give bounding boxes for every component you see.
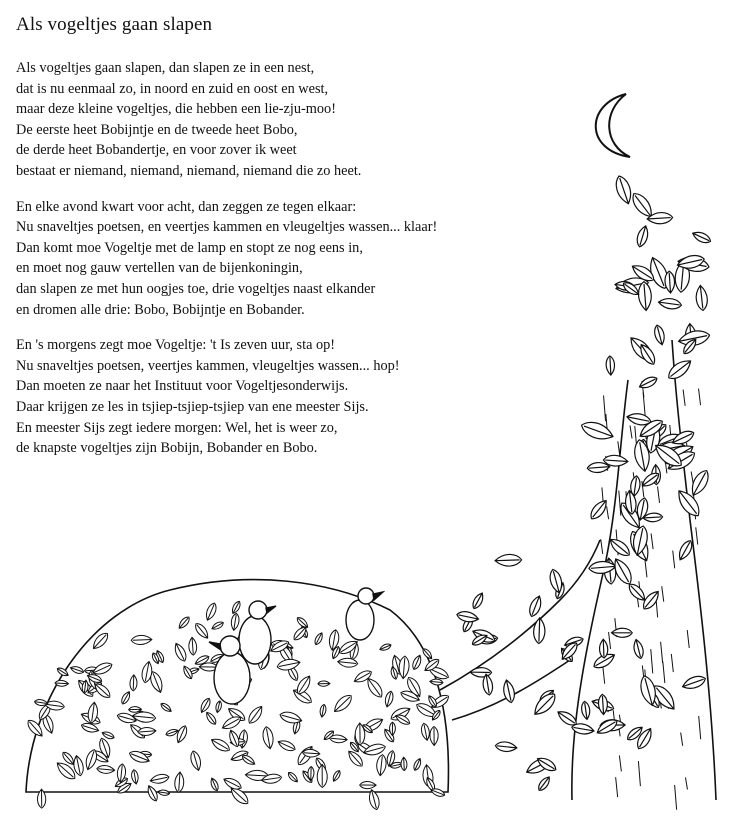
leaf-icon bbox=[665, 356, 694, 382]
leaf-icon bbox=[613, 174, 635, 206]
hatch-stroke bbox=[687, 630, 689, 648]
leaf-icon bbox=[691, 229, 712, 245]
poem-line: En elke avond kwart voor acht, dan zeggen ze tegen elkaar: bbox=[16, 198, 357, 215]
poem-line: maar deze kleine vogeltjes, die hebben een lie-zju-moo! bbox=[16, 101, 336, 118]
leaf-icon bbox=[495, 741, 517, 753]
leaf-icon bbox=[581, 701, 591, 720]
leaf-icon bbox=[653, 324, 667, 346]
hatch-stroke bbox=[618, 441, 620, 456]
hatch-stroke bbox=[651, 649, 653, 673]
hatch-stroke bbox=[645, 560, 647, 578]
leaf-icon bbox=[533, 618, 545, 644]
leaf-icon bbox=[579, 418, 615, 443]
leaf-icon bbox=[598, 694, 608, 715]
leaf-icon bbox=[611, 628, 632, 637]
poem-line: de derde heet Bobandertje, en voor zover ik weet bbox=[16, 142, 297, 159]
hatch-stroke bbox=[638, 761, 640, 786]
leaf-icon bbox=[527, 594, 544, 618]
hatch-stroke bbox=[619, 491, 621, 516]
poem-line: Als vogeltjes gaan slapen, dan slapen ze in een nest, bbox=[16, 60, 315, 76]
hatch-stroke bbox=[619, 755, 621, 771]
hatch-stroke bbox=[630, 425, 632, 438]
hatch-stroke bbox=[671, 654, 673, 672]
leaf-icon bbox=[681, 674, 707, 692]
leaf-icon bbox=[695, 285, 709, 311]
hatch-stroke bbox=[604, 395, 606, 421]
leaf-icon bbox=[607, 535, 633, 559]
poem-line: de knapste vogeltjes zijn Bobijn, Bobander en Bobo. bbox=[16, 440, 318, 457]
hatch-stroke bbox=[616, 777, 618, 797]
poem-line: En 's morgens zegt moe Vogeltje: 't Is zeven uur, sta op! bbox=[16, 337, 336, 354]
hatch-stroke bbox=[675, 785, 677, 810]
leaf-icon bbox=[606, 356, 615, 376]
leaf-icon bbox=[632, 638, 645, 659]
leaf-icon bbox=[599, 639, 608, 658]
hatch-stroke bbox=[661, 642, 663, 663]
trunk-leaves bbox=[456, 174, 712, 793]
leaf-icon bbox=[635, 225, 650, 249]
poem-line: De eerste heet Bobijntje en de tweede heet Bobo, bbox=[16, 121, 298, 138]
hatch-stroke bbox=[662, 586, 664, 601]
hatch-stroke bbox=[685, 777, 687, 789]
hatch-stroke bbox=[696, 527, 698, 544]
hatch-stroke bbox=[607, 506, 609, 519]
poem-line: Daar krijgen ze les in tsjiep-tsjiep-tsjiep van ene meester Sijs. bbox=[16, 398, 369, 415]
poem-line: Nu snaveltjes poetsen, en veertjes kammen en vleugeltjes wassen... klaar! bbox=[16, 219, 438, 236]
hatch-stroke bbox=[681, 733, 683, 746]
hatch-stroke bbox=[673, 551, 675, 569]
crescent-moon-icon bbox=[596, 94, 630, 157]
poem-line: dan slapen ze met hun oogjes toe, drie vogeltjes naast elkander bbox=[16, 280, 376, 297]
leaf-icon bbox=[658, 297, 682, 310]
hatch-stroke bbox=[699, 716, 701, 739]
poem-line: Nu snaveltjes poetsen, veertjes kammen, vleugeltjes wassen... hop! bbox=[16, 357, 400, 374]
leaf-icon bbox=[471, 591, 486, 610]
hatch-stroke bbox=[699, 388, 701, 405]
leaf-icon bbox=[536, 775, 552, 793]
hatch-stroke bbox=[691, 471, 693, 483]
poem-line: En meester Sijs zegt iedere morgen: Wel, het is weer zo, bbox=[16, 419, 338, 436]
poem-line: en dromen alle drie: Bobo, Bobijntje en Bobander. bbox=[16, 301, 305, 318]
leaf-icon bbox=[664, 271, 675, 293]
poem-line: dat is nu eenmaal zo, in noord en zuid en oost en west, bbox=[16, 80, 329, 97]
leaf-icon bbox=[638, 374, 659, 390]
leaf-icon bbox=[495, 554, 522, 566]
poem-line: Dan komt moe Vogeltje met de lamp en stopt ze nog eens in, bbox=[16, 239, 363, 256]
hatch-stroke bbox=[603, 665, 605, 684]
poem-title: Als vogeltjes gaan slapen bbox=[16, 14, 213, 35]
hatch-stroke bbox=[651, 533, 653, 549]
hatch-stroke bbox=[683, 390, 685, 406]
hatch-stroke bbox=[663, 662, 665, 683]
poem-line: en moet nog gauw vertellen van de bijenkoningin, bbox=[16, 260, 303, 277]
hatch-stroke bbox=[609, 632, 611, 649]
hatch-stroke bbox=[658, 486, 660, 502]
poem-line: Dan moeten ze naar het Instituut voor Vogeltjesonderwijs. bbox=[16, 378, 349, 395]
hatch-stroke bbox=[601, 539, 603, 554]
leaf-icon bbox=[626, 581, 648, 603]
poem-line: bestaat er niemand, niemand, niemand, niemand die zo heet. bbox=[16, 162, 362, 179]
leaf-icon bbox=[456, 610, 480, 624]
